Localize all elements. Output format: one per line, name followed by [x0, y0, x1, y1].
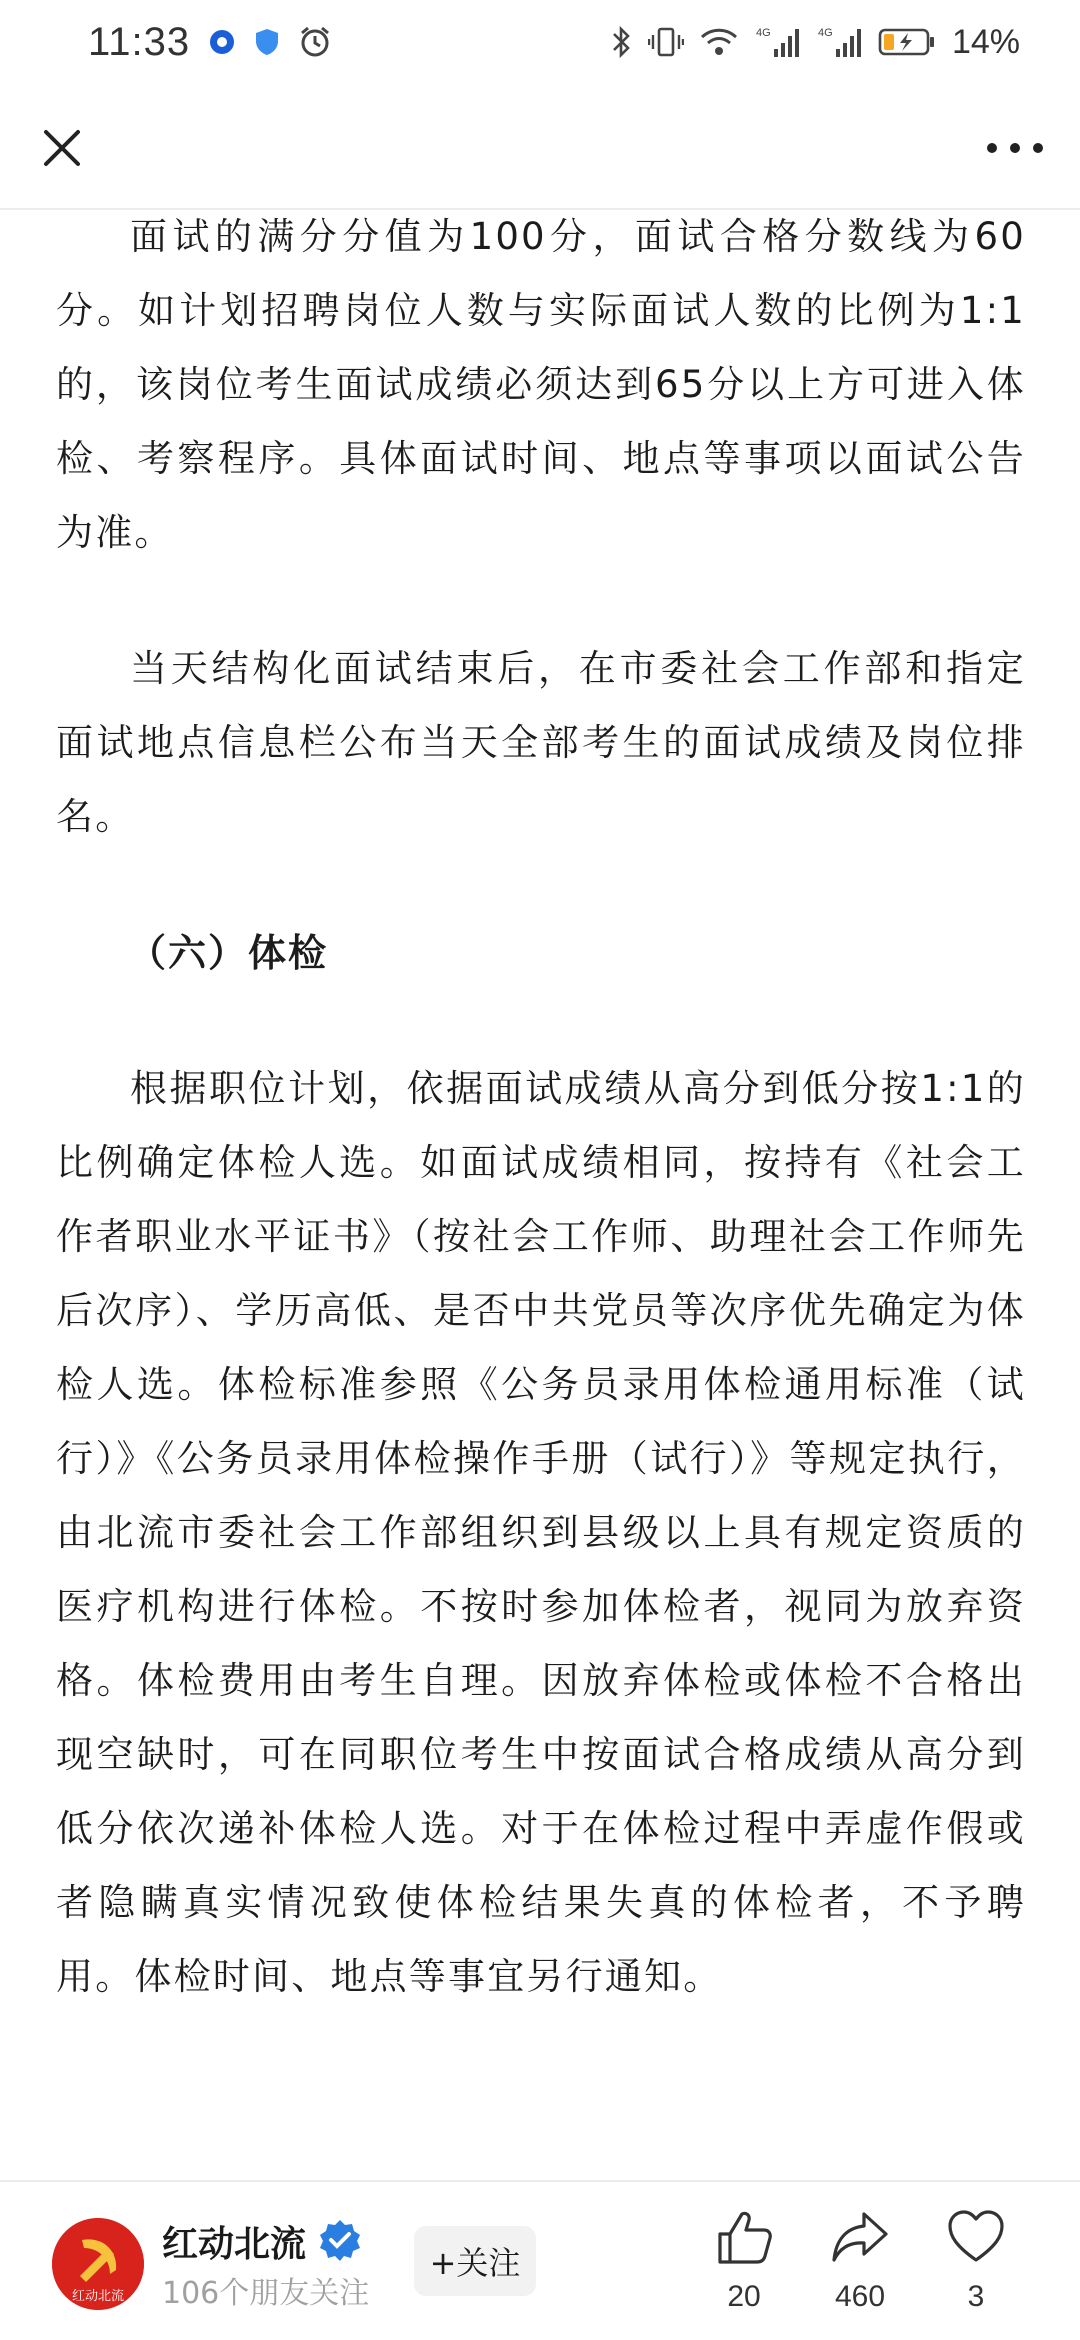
close-icon[interactable]: [30, 116, 94, 180]
battery-percent: 14%: [951, 22, 1020, 61]
alarm-icon: [298, 25, 332, 59]
section-heading: （六）体检: [128, 931, 329, 975]
more-icon[interactable]: [980, 116, 1050, 180]
bluetooth-icon: [610, 25, 632, 59]
article-paragraph: 面试的满分分值为100分，面试合格分数线为60分。如计划招聘岗位人数与实际面试人数的比例为1:1的，该岗位考生面试成绩必须达到65分以上方可进入体检、考察程序。具体面试时间、地点等事项以面试公告为准。: [56, 215, 1026, 554]
thumbs-up-icon: [714, 2208, 774, 2266]
app-notification-icon: [208, 28, 236, 56]
follower-count: 106个朋友关注: [162, 2276, 370, 2311]
battery-icon: [878, 27, 936, 57]
bottom-bar: [0, 2180, 1080, 2340]
shield-icon: [254, 27, 280, 57]
author-name[interactable]: 红动北流: [162, 2224, 307, 2265]
wifi-icon: [700, 26, 738, 58]
network-label-1: 4G: [755, 27, 771, 39]
favorite-count: 3: [967, 2280, 985, 2313]
like-button[interactable]: [694, 2208, 794, 2314]
article-paragraph: 当天结构化面试结束后，在市委社会工作部和指定面试地点信息栏公布当天全部考生的面试成绩及岗位排名。: [56, 647, 1026, 838]
vibrate-icon: [648, 25, 684, 59]
status-time: 11:33: [88, 19, 191, 64]
network-label-2: 4G: [817, 27, 833, 39]
share-button[interactable]: [810, 2208, 910, 2314]
author-avatar[interactable]: [52, 2218, 144, 2310]
article-paragraph: 根据职位计划，依据面试成绩从高分到低分按1:1的比例确定体检人选。如面试成绩相同，按持有《社会工作者职业水平证书》（按社会工作师、助理社会工作师先后次序）、学历高低、是否中共党员等次序优先确定为体检人选。体检标准参照《公务员录用体检通用标准（试行）》《公务员录用体检操作手册（试行）》等规定执行，由北流市委社会工作部组织到县级以上具有规定资质的医疗机构进行体检。不按时参加体检者，视同为放弃资格。体检费用由考生自理。因放弃体检或体检不合格出现空缺时，可在同职位考生中按面试合格成绩从高分到低分依次递补体检人选。对于在体检过程中弄虚作假或者隐瞒真实情况致使体检结果失真的体检者，不予聘用。体检时间、地点等事宜另行通知。: [56, 1067, 1026, 1998]
article-body: [56, 200, 1026, 2170]
avatar-text: 红动北流: [71, 2289, 125, 2304]
follow-button[interactable]: +关注: [414, 2226, 536, 2296]
signal-4g-icon-2: [816, 25, 862, 59]
heart-icon: [946, 2208, 1006, 2266]
share-icon: [830, 2208, 890, 2266]
top-toolbar: [0, 84, 1080, 210]
verified-icon: [318, 2218, 362, 2262]
signal-4g-icon-1: [754, 25, 800, 59]
like-count: 20: [727, 2280, 761, 2313]
favorite-button[interactable]: [926, 2208, 1026, 2314]
party-emblem-icon: [52, 2218, 144, 2310]
share-count: 460: [834, 2280, 886, 2313]
status-bar: [0, 0, 1080, 84]
